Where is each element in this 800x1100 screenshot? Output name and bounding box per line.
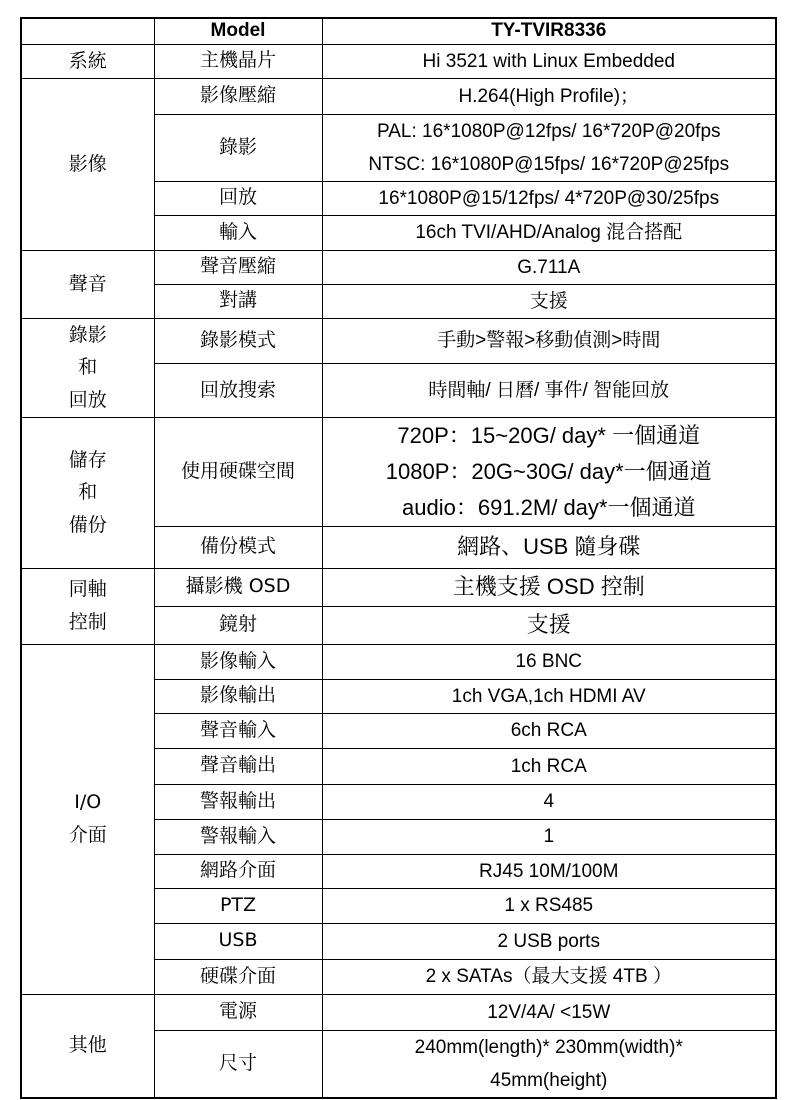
category-cell bbox=[21, 250, 154, 318]
spec-value-line: 主機支援 OSD 控制 bbox=[452, 574, 645, 600]
table-row bbox=[21, 44, 776, 78]
category-cell bbox=[21, 994, 154, 1098]
spec-name-cell: 對講 bbox=[154, 284, 322, 318]
spec-value-line: 網路、USB 隨身碟 bbox=[457, 534, 641, 560]
spec-value-cell bbox=[322, 44, 776, 78]
spec-value-cell bbox=[322, 784, 776, 819]
spec-name-cell: 回放 bbox=[154, 181, 322, 215]
spec-value-cell bbox=[322, 959, 776, 994]
category-line: 儲存 bbox=[68, 448, 107, 471]
spec-name-cell: USB bbox=[154, 923, 322, 959]
table-row bbox=[21, 318, 776, 364]
spec-name-cell: 使用硬碟空間 bbox=[154, 417, 322, 526]
spec-value-line: 2 USB ports bbox=[497, 930, 600, 952]
spec-value-line: NTSC: 16*1080P@15fps/ 16*720P@25fps bbox=[368, 153, 730, 175]
spec-name-cell: 尺寸 bbox=[154, 1030, 322, 1098]
category-line: 聲音 bbox=[68, 272, 107, 295]
spec-value-cell bbox=[322, 526, 776, 568]
spec-value-line: 2 x SATAs（最大支援 4TB ） bbox=[425, 966, 672, 988]
spec-value-line: 16ch TVI/AHD/Analog 混合搭配 bbox=[415, 222, 683, 243]
spec-name-cell: 備份模式 bbox=[154, 526, 322, 568]
spec-value-line: G.711A bbox=[517, 256, 581, 278]
spec-value-cell bbox=[322, 284, 776, 318]
spec-value-cell bbox=[322, 78, 776, 114]
category-line: 同軸 bbox=[68, 578, 107, 601]
category-cell bbox=[21, 44, 154, 78]
spec-table-body bbox=[21, 18, 776, 1098]
spec-value-cell bbox=[322, 854, 776, 888]
table-row bbox=[21, 417, 776, 526]
category-line: 其他 bbox=[68, 1034, 107, 1057]
header-model-value: TY-TVIR8336 bbox=[322, 18, 776, 44]
table-row bbox=[21, 994, 776, 1030]
spec-value-cell bbox=[322, 364, 776, 417]
spec-value-line: 16*1080P@15/12fps/ 4*720P@30/25fps bbox=[378, 187, 720, 209]
spec-value-cell bbox=[322, 318, 776, 364]
spec-value-cell bbox=[322, 1030, 776, 1098]
category-cell bbox=[21, 78, 154, 250]
spec-value-line: PAL: 16*1080P@12fps/ 16*720P@20fps bbox=[376, 120, 721, 142]
spec-value-cell bbox=[322, 888, 776, 923]
spec-value-line: 支援 bbox=[526, 612, 571, 638]
spec-name-cell: 硬碟介面 bbox=[154, 959, 322, 994]
spec-value-line: 240mm(length)* 230mm(width)* bbox=[414, 1036, 683, 1058]
spec-value-cell bbox=[322, 923, 776, 959]
category-line: 和 bbox=[78, 481, 98, 504]
category-line: 影像 bbox=[68, 152, 107, 175]
spec-value-line: 45mm(height) bbox=[490, 1069, 608, 1091]
spec-name-cell: 聲音壓縮 bbox=[154, 250, 322, 284]
spec-value-cell bbox=[322, 181, 776, 215]
spec-value-line: 16 BNC bbox=[515, 651, 583, 673]
spec-name-cell: 錄影模式 bbox=[154, 318, 322, 364]
spec-value-cell bbox=[322, 606, 776, 644]
spec-name-cell: 警報輸入 bbox=[154, 819, 322, 854]
spec-value-cell bbox=[322, 250, 776, 284]
category-line: 和 bbox=[78, 356, 98, 379]
spec-name-cell: 鏡射 bbox=[154, 606, 322, 644]
spec-name-cell: 錄影 bbox=[154, 114, 322, 181]
spec-value-line: 1ch RCA bbox=[510, 755, 587, 777]
category-line: 錄影 bbox=[68, 323, 107, 346]
header-model-label: Model bbox=[154, 18, 322, 44]
spec-value-line: 時間軸/ 日曆/ 事件/ 智能回放 bbox=[428, 379, 670, 401]
spec-value-line: 1080P：20G~30G/ day*一個通道 bbox=[385, 458, 712, 484]
category-line: 回放 bbox=[68, 388, 107, 411]
spec-value-cell bbox=[322, 819, 776, 854]
spec-name-cell: 網路介面 bbox=[154, 854, 322, 888]
spec-table bbox=[20, 17, 777, 1099]
spec-value-cell bbox=[322, 568, 776, 606]
spec-name-cell: 主機晶片 bbox=[154, 44, 322, 78]
spec-value-cell bbox=[322, 417, 776, 526]
spec-name-cell: 聲音輸出 bbox=[154, 748, 322, 784]
spec-value-line: 1 bbox=[543, 826, 555, 848]
spec-value-line: Hi 3521 with Linux Embedded bbox=[422, 50, 675, 72]
category-cell bbox=[21, 318, 154, 417]
spec-value-line: 支援 bbox=[529, 290, 568, 312]
spec-value-cell bbox=[322, 713, 776, 748]
spec-value-cell bbox=[322, 679, 776, 713]
header-row bbox=[21, 18, 776, 44]
spec-value-line: audio：691.2M/ day*一個通道 bbox=[402, 494, 696, 520]
table-row bbox=[21, 78, 776, 114]
spec-name-cell: 影像輸出 bbox=[154, 679, 322, 713]
spec-name-cell: 攝影機 OSD bbox=[154, 568, 322, 606]
spec-name-cell: 影像輸入 bbox=[154, 644, 322, 679]
spec-name-cell: 影像壓縮 bbox=[154, 78, 322, 114]
spec-value-line: 1ch VGA,1ch HDMI AV bbox=[451, 685, 646, 707]
category-cell bbox=[21, 417, 154, 568]
spec-value-cell bbox=[322, 114, 776, 181]
spec-value-line: 12V/4A/ <15W bbox=[487, 1001, 611, 1023]
spec-value-line: H.264(High Profile)； bbox=[458, 85, 640, 107]
spec-value-line: 1 x RS485 bbox=[504, 895, 594, 917]
spec-value-cell bbox=[322, 994, 776, 1030]
category-line: 備份 bbox=[68, 513, 107, 536]
category-line: 介面 bbox=[68, 824, 107, 847]
category-line: I/O bbox=[74, 791, 102, 814]
spec-name-cell: 輸入 bbox=[154, 215, 322, 250]
spec-name-cell: 聲音輸入 bbox=[154, 713, 322, 748]
header-blank-cell bbox=[21, 18, 154, 44]
spec-value-line: RJ45 10M/100M bbox=[479, 860, 619, 882]
table-row bbox=[21, 250, 776, 284]
spec-name-cell: 警報輸出 bbox=[154, 784, 322, 819]
spec-value-line: 720P：15~20G/ day* 一個通道 bbox=[397, 422, 701, 448]
category-cell bbox=[21, 644, 154, 994]
table-row bbox=[21, 568, 776, 606]
spec-value-cell bbox=[322, 644, 776, 679]
spec-value-line: 6ch RCA bbox=[510, 720, 587, 742]
category-line: 控制 bbox=[68, 611, 107, 634]
spec-value-cell bbox=[322, 215, 776, 250]
table-row bbox=[21, 644, 776, 679]
spec-value-line: 手動>警報>移動偵測>時間 bbox=[437, 330, 661, 352]
spec-name-cell: PTZ bbox=[154, 888, 322, 923]
spec-value-line: 4 bbox=[543, 791, 555, 813]
spec-name-cell: 電源 bbox=[154, 994, 322, 1030]
spec-name-cell: 回放搜索 bbox=[154, 364, 322, 417]
spec-value-cell bbox=[322, 748, 776, 784]
category-line: 系統 bbox=[68, 49, 107, 72]
category-cell bbox=[21, 568, 154, 644]
